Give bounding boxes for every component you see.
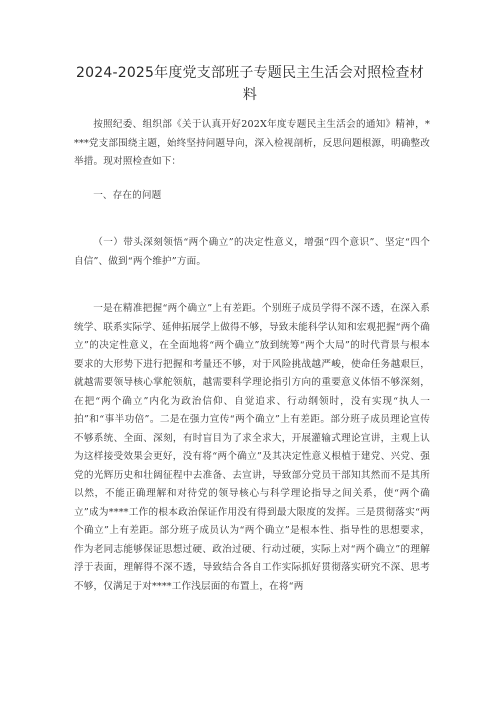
body-paragraph: 一是在精准把握“两个确立”上有差距。个别班子成员学得不深不透，在深入系统学、联系实际学、延伸拓展学上做得不够，导致未能科学认知和宏观把握“两个确立”的决定性意义，在全面地将“两个确立”放到统筹“两个大局”的时代背景与根本要求的大形势下进行把握和考量还不够，对于风险挑战越严峻，使命任务越艰巨，就越需要领导核心掌舵领航，越需要科学理论指引方向的重要意义体悟不够深刻，在把“两个确立”内化为政治信仰、自觉追求、行动纲领时，没有实现“执人一拍”和“事半功倍”。二是在强力宣传“两个确立”上有差距。部分班子成员理论宣传不够系统、全面、深刻，有时盲目为了求全求大，开展灌输式理论宣讲，主观上认为这样接受效果会更好，没有将“两个确立”及其决定性意义根植于建党、兴党、强党的光辉历史和壮阔征程中去准备、去宣讲，导致部分党员干部知其然而不是其所以然，不能正确理解和对待党的领导核心与科学理论指导之间关系，使“两个确立”成为****工作的根本政治保证作用没有得到最大限度的发挥。三是贯彻落实“两个确立”上有差距。部分班子成员认为“两个确立”是根本性、指导性的思想要求，作为老同志能够保证思想过硬、政治过硬、行动过硬，实际上对“两个确立”的理解浮于表面，理解得不深不透，导致结合各自工作实际抓好贯彻落实研究不深、思考不够，仅满足于对****工作浅层面的布置上，在将“两 bbox=[74, 303, 430, 592]
intro-paragraph: 按照纪委、组织部《关于认真开好202X年度专题民主生活会的通知》精神，****党支部围绕主题，始终坚持问题导向，深入检视剖析，反思问题根源，明确整改举措。现对照检查如下： bbox=[74, 119, 430, 167]
section-heading: 一、存在的问题 bbox=[93, 190, 162, 201]
subsection-heading: （一）带头深刻领悟“两个确立”的决定性意义，增强“四个意识”、坚定“四个自信”、做到“两个维护”方面。 bbox=[74, 237, 430, 267]
document-title: 2024-2025年度党支部班子专题民主生活会对照检查材料 bbox=[76, 65, 424, 103]
